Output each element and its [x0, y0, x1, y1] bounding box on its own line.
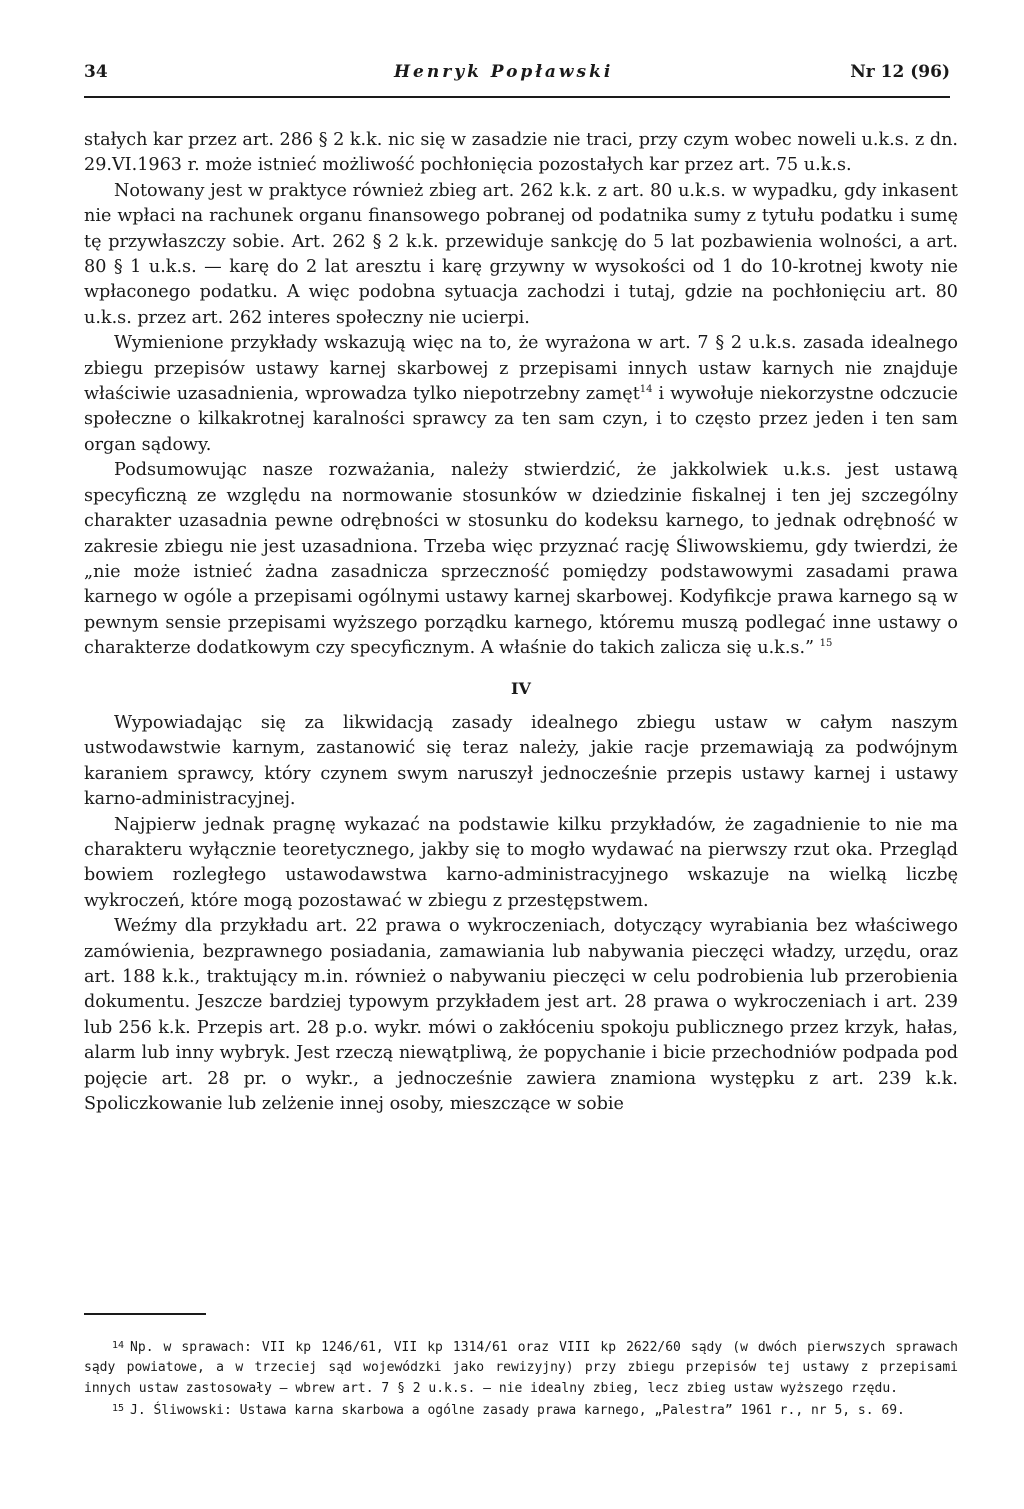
footnote-number: 15 [112, 1402, 125, 1414]
header-rule [84, 96, 950, 98]
paragraph [84, 458, 958, 661]
footnote [84, 1336, 958, 1399]
main-text [84, 128, 958, 1117]
running-author: Henryk Popławski [394, 62, 614, 82]
paragraph: Notowany jest w praktyce również zbieg art. 262 k.k. z art. 80 u.k.s. w wypadku, gdy inkasent nie wpłaci na rachunek organu finansowego pobranej od podatnika sumy z tytułu podatku i sumę tę przywłaszczy sobie. Art. 262 § 2 k.k. przewiduje sankcję do 5 lat pozbawienia wolności, a art. 80 § 1 u.k.s. — karę do 2 lat aresztu i karę grzywny w wysokości od 1 do 10-krotnej kwoty nie wpłaconego podatku. A więc podobna sytuacja zachodzi i tutaj, gdzie na pochłonięciu art. 80 u.k.s. przez art. 262 interes społeczny nie ucierpi. [84, 180, 958, 328]
footnote-text: Np. w sprawach: VII kp 1246/61, VII kp 1314/61 oraz VIII kp 2622/60 sądy (w dwóch pierwszych sprawach sądy powiatowe, a w trzeciej sąd wojewódzki jako rewizyjny) przy zbiegu przepisów tej ustawy z przepisami innych ustaw zastosowały — wbrew art. 7 § 2 u.k.s. — nie idealny zbieg, lecz zbieg ustaw wyższego rzędu. [84, 1340, 958, 1396]
paragraph: Weźmy dla przykładu art. 22 prawa o wykroczeniach, dotyczący wyrabiania bez właściwego zamówienia, bezprawnego posiadania, zamawiania lub nabywania pieczęci władzy, urzędu, oraz art. 188 k.k., traktujący m.in. również o nabywaniu pieczęci w celu podrobienia lub przerobienia dokumentu. Jeszcze bardziej typowym przykładem jest art. 28 prawa o wykroczeniach i art. 239 lub 256 k.k. Przepis art. 28 p.o. wykr. mówi o zakłóceniu spokoju publicznego przez krzyk, hałas, alarm lub inny wybryk. Jest rzeczą niewątpliwą, że popychanie i bicie przechodniów podpada pod pojęcie art. 28 pr. o wykr., a jednocześnie zawiera znamiona występku z art. 239 k.k. Spoliczkowanie lub zelżenie innej osoby, mieszczące w sobie [84, 916, 958, 1115]
footnote-ref[interactable]: 15 [819, 638, 833, 650]
page-number: 34 [84, 62, 108, 82]
paragraph-text: Wymienione przykłady wskazują więc na to, że wyrażona w art. 7 § 2 u.k.s. zasada idealnego zbiegu przepisów ustawy karnej skarbowej z przepisami innych ustaw karnych nie znajduje właściwie uzasadnienia, wprowadza tylko niepotrzebny zamęt [84, 333, 958, 405]
paragraph-text: i wywołuje niekorzystne odczucie społeczne o kilkakrotnej karalności sprawcy za ten sam czyn, i to często przez jeden i ten sam organ sądowy. [84, 384, 958, 455]
footnote-rule [84, 1313, 206, 1315]
paragraph-text: Podsumowując nasze rozważania, należy stwierdzić, że jakkolwiek u.k.s. jest ustawą specyficzną ze względu na normowanie stosunków w dziedzinie fiskalnej i ten jej szczególny charakter uzasadnia pewne odrębności w stosunku do kodeksu karnego, to jednak odrębność w zakresie zbiegu nie jest uzasadniona. Trzeba więc przyznać rację Śliwowskiemu, gdy twierdzi, że „nie może istnieć żadna zasadnicza sprzeczność pomiędzy podstawowymi zasadami prawa karnego w ogóle a przepisami ogólnymi ustawy karnej skarbowej. Kodyfikcje prawa karnego są w pewnym sensie przepisami wyższego porządku karnego, któremu muszą podlegać inne ustawy o charakterze dodatkowym czy specyficznym. A właśnie do takich zalicza się u.k.s.” [84, 460, 958, 659]
footnotes [84, 1336, 958, 1421]
section-heading: IV [511, 678, 531, 698]
issue-number: Nr 12 (96) [850, 62, 950, 82]
paragraph: stałych kar przez art. 286 § 2 k.k. nic się w zasadzie nie traci, przy czym wobec noweli u.k.s. z dn. 29.VI.1963 r. może istnieć możliwość pochłonięcia pozostałych kar przez art. 75 u.k.s. [84, 130, 959, 176]
page-header [84, 62, 950, 92]
footnote-text: J. Śliwowski: Ustawa karna skarbowa a ogólne zasady prawa karnego, „Palestra” 1961 r., nr 5, s. 69. [130, 1402, 905, 1418]
footnote [84, 1399, 958, 1421]
paragraph [84, 331, 958, 458]
footnote-ref[interactable]: 14 [639, 384, 653, 396]
footnote-number: 14 [112, 1340, 125, 1351]
paragraph: Wypowiadając się za likwidacją zasady idealnego zbiegu ustaw w całym naszym ustwodawstwie karnym, zastanowić się teraz należy, jakie racje przemawiają za podwójnym karaniem sprawcy, który czynem swym naruszył jednocześnie przepis ustawy karnej i ustawy karno-administracyjnej. [84, 712, 958, 810]
paragraph: Najpierw jednak pragnę wykazać na podstawie kilku przykładów, że zagadnienie to nie ma charakteru wyłącznie teoretycznego, jakby się to mogło wydawać na pierwszy rzut oka. Przegląd bowiem rozległego ustawodawstwa karno-administracyjnego wskazuje na wielką liczbę wykroczeń, które mogą pozostawać w zbiegu z przestępstwem. [84, 814, 958, 911]
